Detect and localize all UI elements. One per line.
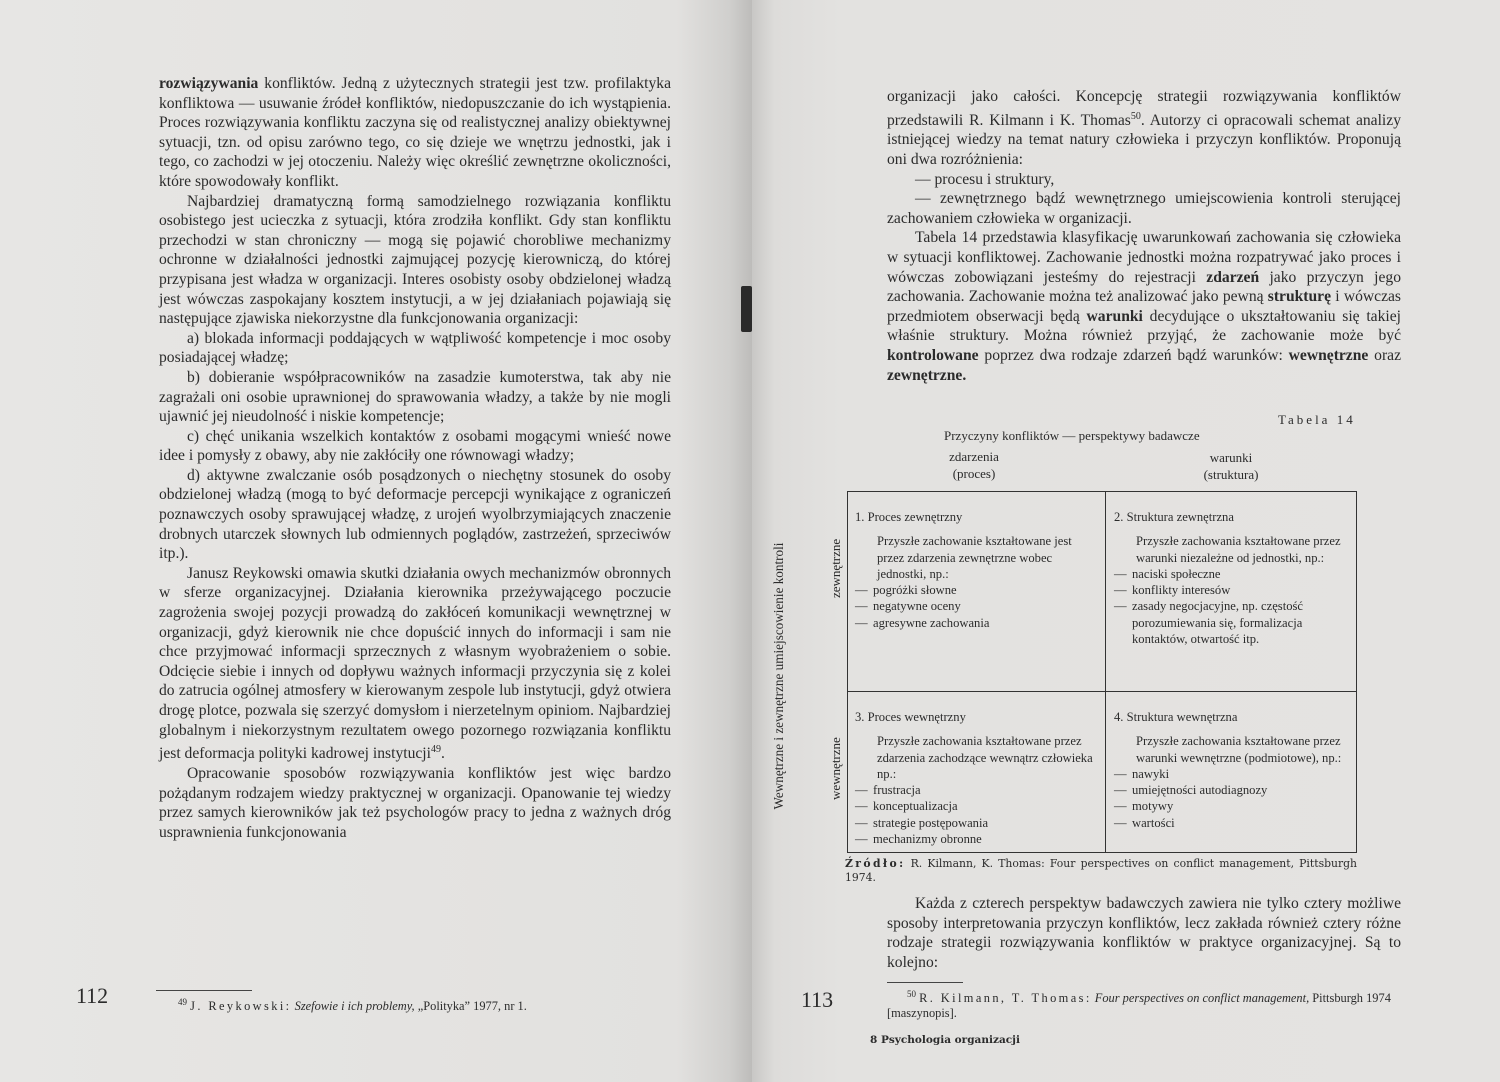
table-hline (848, 691, 1356, 692)
source-label: Źródło: (845, 857, 906, 870)
row-label-main: Wewnętrzne i zewnętrzne umiejscowienie kontroli (771, 542, 786, 810)
cell-list-item: umiejętności autodiagnozy (1132, 783, 1268, 798)
cell-list-row (855, 615, 1101, 631)
paragraph (159, 466, 671, 564)
text-run: Każda z czterech perspektyw badawczych zawiera nie tylko cztery możliwe sposoby interpretowania przyczyn konfliktów, lecz zakłada również cztery różne rodzaje strategii rozwiązywania konfliktów w praktyce organizacyjnej. Są to kolejno: (887, 895, 1401, 971)
dash-bullet: — (855, 815, 868, 830)
dash-bullet: — (1114, 783, 1127, 798)
dash-bullet: — (855, 583, 868, 598)
footnote-author: R. Kilmann, T. Thomas: (919, 991, 1092, 1006)
paragraph (887, 228, 1401, 385)
paragraph (159, 427, 671, 466)
footnote-ref: 49 (430, 744, 441, 756)
column-head-events-line1: zdarzenia (949, 449, 999, 464)
cell-list-row (855, 798, 1101, 814)
footnote-author: J. Reykowski: (190, 999, 292, 1014)
text-run: wewnętrzne (1288, 346, 1369, 364)
footnote-rest: Pittsburgh 1974 [maszynopis]. (887, 991, 1391, 1021)
cell-list-item: motywy (1132, 799, 1174, 814)
dash-bullet: — (1114, 766, 1127, 781)
cell-heading: 4. Struktura wewnętrzna (1114, 710, 1238, 724)
paragraph (159, 74, 671, 192)
text-run: rozwiązywania (159, 75, 259, 92)
cell-list-row (1114, 815, 1354, 831)
cell-list-item: konceptualizacja (873, 799, 958, 814)
footnote-title: Szefowie i ich problemy, (294, 999, 415, 1014)
row-label-external: zewnętrzne (828, 538, 843, 598)
cell-heading: 2. Struktura zewnętrzna (1114, 510, 1234, 524)
footnote-49 (178, 995, 678, 1014)
text-run: d) aktywne zwalczanie osób posądzonych o niechętny stosunek do osoby obdzielonej władzą (mogą to być deformacje percepcji wynikające z ograniczeń poznawczych osoby sprawującej władzę, z urojeń wyolbrzymiających znaczenie drobnych utarczek słownych lub odmiennych poglądów, zastrzeżeń, sprzeciwów itp.). (159, 466, 671, 563)
page-number-left: 112 (76, 983, 109, 1008)
text-run: . (440, 745, 445, 763)
dash-bullet: — (855, 799, 868, 814)
paragraph (887, 894, 1401, 972)
text-run: decydujące o ukształtowaniu się takiej właśnie struktury. Można również przyjąć, że zachowanie może być (887, 307, 1401, 345)
left-page-body (159, 74, 671, 842)
cell-heading: 3. Proces wewnętrzny (855, 710, 966, 724)
printer-signature: 8 Psychologia organizacji (870, 1034, 1020, 1046)
text-run: warunki (1086, 307, 1143, 325)
paragraph (159, 368, 671, 427)
right-page-body-bottom (887, 894, 1401, 972)
cell-list-item: mechanizmy obronne (873, 832, 982, 847)
column-head-conditions (1186, 449, 1276, 483)
row-label-vertical (770, 496, 788, 856)
cell-list-row (855, 782, 1101, 798)
cell-list-item: pogróżki słowne (873, 583, 957, 598)
cell-list-item: frustracja (873, 783, 921, 798)
cell-list-item: konflikty interesów (1132, 583, 1231, 598)
text-run: konfliktów. Jedną z użytecznych strategii jest tzw. profilaktyka konfliktowa — usuwanie źródeł konfliktów, niedopuszczanie do ich wystąpienia. Proces rozwiązywania konfliktu zaczyna się od realistycznej analizy obiektywnej sytuacji, tzn. od opisu zarówno tego, co się dzieje we wnętrzu jednostki, jak i tego, co zachodzi w jej otoczeniu. Należy więc określić zewnętrzne okoliczności, które spowodowały konflikt. (159, 75, 671, 190)
page-number-right: 113 (801, 987, 834, 1012)
text-run: Tabela 14 przedstawia klasyfikację uwarunkowań zachowania się człowieka w sytuacji konfliktowej. Zachowanie jednostki można rozpatrywać jako proces i wówczas zobowiązani jesteśmy do rejestracji (887, 229, 1401, 286)
text-run: jako przyczyn jego zachowania. Zachowanie można też analizować jako pewną (887, 268, 1401, 306)
dash-bullet: — (855, 599, 868, 614)
footnote-number: 50 (907, 989, 916, 999)
table-source (845, 857, 1357, 885)
text-run: zewnętrzne. (887, 366, 967, 384)
table-title: Przyczyny konfliktów — perspektywy badawcze (944, 428, 1200, 443)
cell-list-row (855, 831, 1101, 847)
paragraph (159, 764, 671, 842)
column-head-conditions-line2: (struktura) (1203, 467, 1259, 482)
cell-list-row (1114, 798, 1354, 814)
cell-list-item: nawyki (1132, 766, 1170, 781)
paragraph (159, 192, 671, 329)
cell-list-row (855, 598, 1101, 614)
cell-list-row (1114, 598, 1354, 647)
text-run: i wówczas przedmiotem obserwacji będą (887, 288, 1401, 325)
dash-bullet: — (1114, 566, 1127, 581)
column-head-conditions-line1: warunki (1209, 450, 1253, 465)
cell-list-row (1114, 766, 1354, 782)
text-run: c) chęć unikania wszelkich kontaktów z osobami mogącymi wnieść nowe idee i pomysły z obawy, aby nie zakłóciły one równowagi władzy; (159, 427, 671, 465)
text-run: — zewnętrznego bądź wewnętrznego umiejscowienia kontroli sterującej zachowaniem człowieka w organizacji. (887, 190, 1401, 227)
cell-list-row (855, 582, 1101, 598)
text-run: oraz (1368, 346, 1401, 364)
cell-list-item: strategie postępowania (873, 815, 989, 830)
text-run: . Autorzy ci opracowali schemat analizy istniejącej wiedzy na temat natury człowieka i przyczyn konfliktów. Proponują oni dwa rozróżnienia: (887, 111, 1401, 168)
cell-list-item: agresywne zachowania (873, 615, 990, 630)
cell-description: Przyszłe zachowania kształtowane przez warunki wewnętrzne (podmiotowe), np.: (1136, 734, 1342, 765)
table-label: Tabela 14 (1278, 412, 1356, 427)
paragraph (159, 329, 671, 368)
cell-description: Przyszłe zachowania kształtowane przez zdarzenia zachodzące wewnątrz człowieka np.: (877, 734, 1093, 781)
cell-list-item: zasady negocjacyjne, np. częstość porozumiewania się, formalizacja kontaktów, otwartość itp. (1132, 599, 1303, 647)
text-run: organizacji jako całości. Koncepcję strategii rozwiązywania konfliktów przedstawili R. Kilmann i K. Thomas (887, 88, 1401, 129)
cell-list-item: wartości (1132, 815, 1175, 830)
cell-list-row (1114, 582, 1354, 598)
source-text: R. Kilmann, K. Thomas: Four perspectives on conflict management, Pittsburgh 1974. (845, 857, 1357, 884)
text-run: zdarzeń (1206, 268, 1260, 286)
paragraph (159, 564, 671, 764)
dash-bullet: — (855, 783, 868, 798)
table-cell-internal-process (855, 709, 1101, 847)
text-run: — procesu i struktury, (915, 170, 1055, 188)
table-cell-internal-structure (1114, 709, 1354, 831)
dash-bullet: — (1114, 599, 1127, 614)
text-run: Janusz Reykowski omawia skutki działania owych mechanizmów obronnych w sferze organizacyjnej. Działania kierownika przeżywającego poczucie zagrożenia swojej pozycji prowadzą do zakłóceń komunikacji wewnętrznej w organizacji, gdyż kierownik nie chce dopuścić innych do informacji i sam nie chce przyjmować informacji sprzecznych z własnym wyobrażeniem o sobie. Odcięcie siebie i innych od dopływu ważnych informacji przyczynia się z kolei do zatrucia ogólnej atmosfery w kierowanym zespole lub instytucji, gdyż otwiera drogę plotce, pozwala się szerzyć domysłom i nierzetelnym opiniom. Najbardziej globalnym i niekorzystnym rezultatem owego pozornego rozwiązania konfliktu jest deformacja polityki kadrowej instytucji (159, 564, 671, 763)
footnote-ref: 50 (1130, 110, 1141, 122)
row-label-internal: wewnętrzne (828, 737, 843, 800)
cell-list-item: naciski społeczne (1132, 566, 1221, 581)
cell-description: Przyszłe zachowania kształtowane przez warunki niezależne od jednostki, np.: (1136, 534, 1341, 565)
dash-bullet: — (855, 615, 868, 630)
text-run: poprzez dwa rodzaje zdarzeń bądź warunków: (978, 346, 1289, 364)
footnote-50 (887, 987, 1397, 1021)
cell-heading: 1. Proces zewnętrzny (855, 510, 963, 524)
text-run: Opracowanie sposobów rozwiązywania konfliktów jest więc bardzo pożądanym rodzajem wiedzy praktycznej w organizacji. Opanowanie tej wiedzy przez samych kierowników jak też psychologów pracy to jedna z ważnych dróg usprawnienia funkcjonowania (159, 764, 671, 841)
dash-bullet: — (1114, 799, 1127, 814)
text-run: b) dobieranie współpracowników na zasadzie kumoterstwa, tak aby nie zagrażali oni osobie uprawnionej do sprawowania władzy, a także by nie mogli ujawnić jej nieudolność i niskie kompetencje; (159, 368, 671, 426)
column-head-events (932, 448, 1016, 482)
footnote-title: Four perspectives on conflict management, (1094, 991, 1310, 1006)
binding-mark (741, 286, 752, 332)
footnote-rule-right (887, 982, 963, 983)
table-cell-external-process (855, 509, 1101, 631)
cell-description: Przyszłe zachowanie kształtowane jest przez zdarzenia zewnętrzne wobec jednostki, np.: (877, 534, 1072, 581)
dash-bullet: — (1114, 815, 1127, 830)
text-run: a) blokada informacji poddających w wątpliwość kompetencje i moc osoby posiadającej władzę; (159, 329, 671, 367)
cell-list-row (1114, 566, 1354, 582)
paragraph (887, 87, 1401, 170)
dash-bullet: — (855, 832, 868, 847)
footnote-number: 49 (178, 997, 187, 1007)
cell-list-row (1114, 782, 1354, 798)
text-run: kontrolowane (887, 346, 979, 364)
dash-bullet: — (1114, 583, 1127, 598)
footnote-rest: „Polityka” 1977, nr 1. (417, 999, 527, 1014)
text-run: strukturę (1267, 288, 1332, 306)
footnote-rule-left (156, 990, 252, 991)
cell-list-item: negatywne oceny (873, 599, 961, 614)
paragraph (887, 189, 1401, 228)
table-cell-external-structure (1114, 509, 1354, 647)
column-head-events-line2: (proces) (952, 466, 996, 481)
text-run: Najbardziej dramatyczną formą samodzielnego rozwiązania konfliktu osobistego jest ucieczka z sytuacji, która zrodziła konflikt. Gdy stan konfliktu przechodzi w stan chroniczny — mogą się pojawić chorobliwe mechanizmy ochronne w działalności jednostki zajmującej pozycję kierowniczą, do której przypisana jest władza w organizacji. Interes osobisty osoby obdzielonej władzą jest wówczas zaspokajany kosztem instytucji, a w jej działaniach pojawiają się następujące zjawiska niekorzystne dla funkcjonowania organizacji: (159, 192, 671, 328)
right-page-body-top (887, 87, 1401, 385)
table-vline (1105, 492, 1106, 852)
cell-list-row (855, 815, 1101, 831)
paragraph (887, 170, 1401, 190)
